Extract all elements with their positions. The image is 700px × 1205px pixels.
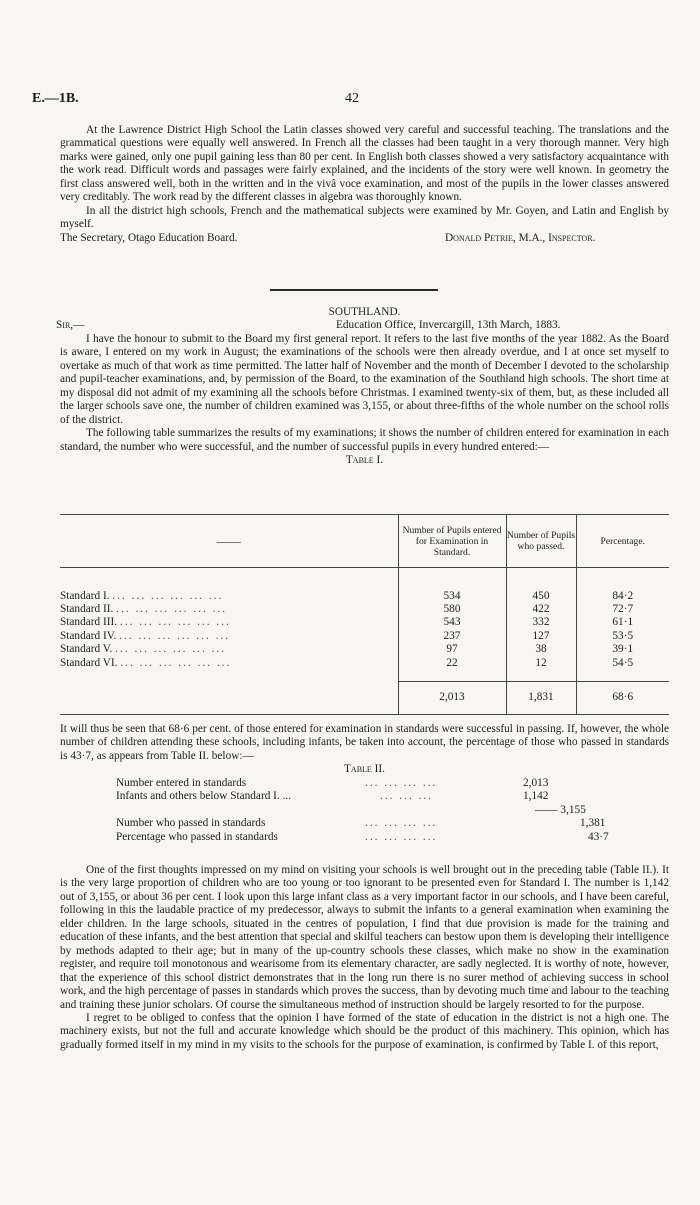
table2-value: 43·7 (588, 830, 609, 843)
cell-passed: 12 (506, 657, 576, 670)
cell-percentage: 54·5 (576, 657, 669, 670)
table2-caption: Table II. (344, 763, 385, 776)
cell-passed: 332 (506, 616, 576, 629)
southland-section (56, 306, 669, 467)
table2-row (60, 817, 669, 831)
table2-value: 1,142 (523, 790, 549, 803)
total-percentage: 68·6 (576, 681, 669, 714)
row-label: Standard IV. (60, 629, 117, 642)
table2-row (60, 790, 669, 804)
table-row (60, 657, 669, 670)
cell-entered: 543 (398, 616, 506, 629)
table2-section (60, 723, 669, 844)
table-row (60, 616, 669, 629)
leader-dots: ... ... ... ... ... ... (119, 616, 231, 629)
leader-dots: ... ... ... ... ... ... (120, 656, 232, 669)
addressee: The Secretary, Otago Education Board. (60, 231, 238, 244)
cell-entered: 237 (398, 630, 506, 643)
table-row (60, 603, 669, 616)
leader-dots: ... ... ... ... ... ... (112, 589, 224, 602)
page-number: 42 (345, 91, 359, 106)
leader-dots: ... ... ... ... (365, 817, 438, 830)
row-label: Standard III. (60, 616, 118, 629)
letter-heading (56, 319, 669, 333)
table1-grid (60, 514, 669, 715)
letter-address: Education Office, Invercargill, 13th March, 1883. (336, 319, 561, 332)
table-row (60, 643, 669, 656)
table2-label: Infants and others below Standard I. ... (116, 790, 292, 803)
row-label: Standard II. (60, 602, 114, 615)
leader-dots: ... ... ... (380, 790, 434, 803)
leader-dots: ... ... ... ... (365, 776, 438, 789)
total-entered: 2,013 (398, 681, 506, 714)
table2-value: 2,013 (523, 776, 549, 789)
cell-entered: 534 (398, 590, 506, 603)
southland-paragraph-1: I have the honour to submit to the Board my first general report. It refers to the last five months of the year 1882. As the Board is aware, I entered on my work in August; the examinations of the schools were then already overdue, and I at once set myself to overtake as much of that work as time permitted. The latter half of November and the month of December I devoted to the scholarship and pupil-teacher examinations, and, by permission of the Board, to the examination of the Southland high schools. The short time at my disposal did not admit of my examining all the schools before Christmas. I examined twenty-six of them, but, as these included all the larger schools save one, the number of children examined was 3,155, or about three-fifths of the whole number on the school rolls of the district. (60, 332, 669, 426)
table1-col-passed: Number of Pupils who passed. (506, 515, 576, 568)
table1 (60, 514, 669, 715)
table2-row (60, 777, 669, 791)
leader-dots: ... ... ... ... ... ... (119, 629, 231, 642)
table2-sum: —— 3,155 (535, 803, 586, 816)
table1-total-row (60, 681, 669, 714)
section-divider (270, 289, 438, 291)
row-label: Standard I. (60, 589, 110, 602)
leader-dots: ... ... ... ... (365, 830, 438, 843)
table1-header-row (60, 515, 669, 568)
table1-caption: Table I. (345, 454, 384, 467)
table2-row (60, 804, 669, 818)
table2-label: Number who passed in standards (116, 817, 266, 830)
row-label: Standard VI. (60, 656, 118, 669)
salutation: Sir,— (56, 319, 85, 332)
cell-percentage: 53·5 (576, 630, 669, 643)
cell-percentage: 39·1 (576, 643, 669, 656)
signature: Donald Petrie, M.A., Inspector. (445, 231, 596, 244)
document-code: E.—1B. (32, 91, 79, 106)
table2-label: Percentage who passed in standards (116, 830, 278, 843)
southland-title: SOUTHLAND. (328, 306, 401, 318)
opinion-paragraph: I regret to be obliged to confess that the opinion I have formed of the state of education in the district is not a high one. The machinery exists, but not the full and accurate knowledge which should be the product of this machinery. This opinion, which has gradually formed itself in my mind in my visits to the schools for the purpose of examination, is confirmed by Table I. of this report, (60, 1011, 669, 1051)
closing-row (60, 232, 669, 246)
cell-percentage: 61·1 (576, 616, 669, 629)
total-passed: 1,831 (506, 681, 576, 714)
table1-col-entered: Number of Pupils entered for Examination in Standard. (398, 515, 506, 568)
infants-paragraph: One of the first thoughts impressed on my mind on visiting your schools is well brought out in the preceding table (Table II.). It is the very large proportion of children who are too young or too ignorant to be presented even for Standard I. The number is 1,142 out of 3,155, or about 36 per cent. I look upon this large infant class as a very important factor in our schools, and I have been careful, following in this the laudable practice of my predecessor, always to submit the infants to a general examination when examining the elder children. In the large schools, situated in the centres of population, I find that due provision is made for the training and education of these infants, and the best attention that special and skilful teachers can bestow upon them is developing their intelligence by methods adapted to their age; but in many of the up-country schools these classes, which make no show in the examination register, and require toil monotonous and wearisome from its elementary character, are sadly neglected. It is worthy of note, however, that the experience of this school district demonstrates that in the long run there is no surer method of achieving success in school work, and the high percentage of passes in standards which proves the success, than by devoting much time and labour to the teaching and training these junior scholars. Of course the simultaneous method of instruction should be largely resorted to for the purpose. (60, 864, 669, 1011)
cell-percentage: 72·7 (576, 603, 669, 616)
lawrence-paragraph: At the Lawrence District High School the Latin classes showed very careful and successful teaching. The translations and the grammatical questions were equally well answered. In French all the classes had been taught in a very thorough manner. Very high marks were gained, only one pupil gaining less than 80 per cent. In English both classes showed a very satisfactory acquaintance with the work read. Difficult words and passages were fairly explained, and the incidents of the story were well known. In geometry the first class answered well, both in the written and in the vivâ voce examination, and most of the pupils in the lower classes answered very creditably. The work read by the different classes in algebra was thoroughly known. (60, 124, 669, 204)
table2-value: 1,381 (580, 817, 606, 830)
lawrence-section (60, 124, 669, 245)
cell-entered: 580 (398, 603, 506, 616)
southland-paragraph-2: The following table summarizes the results of my examinations; it shows the number of children entered for examination in each standard, the number who were successful, and the number of successful pupils in every hundred entered:— (60, 427, 669, 453)
cell-passed: 127 (506, 630, 576, 643)
leader-dots: ... ... ... ... ... ... (115, 643, 227, 656)
cell-passed: 450 (506, 590, 576, 603)
row-label: Standard V. (60, 643, 113, 656)
page-header (32, 92, 668, 110)
table1-spacer-row (60, 670, 669, 681)
cell-passed: 422 (506, 603, 576, 616)
cell-entered: 22 (398, 657, 506, 670)
table1-spacer-row (60, 568, 669, 590)
table2-row (60, 831, 669, 845)
district-high-schools-paragraph: In all the district high schools, French and the mathematical subjects were examined by Mr. Goyen, and Latin and English by myself. (60, 204, 669, 231)
after-table1-paragraph: It will thus be seen that 68·6 per cent. of those entered for examination in standards were successful in passing. If, however, the whole number of children attending these schools, including infants, be taken into account, the percentage of those who passed in standards is 43·7, as appears from Table II. below:— (60, 723, 669, 762)
table-row (60, 630, 669, 643)
table1-col-percentage: Percentage. (576, 515, 669, 568)
table2-label: Number entered in standards (116, 776, 247, 789)
cell-entered: 97 (398, 643, 506, 656)
table1-stub-header: —— (60, 515, 398, 568)
closing-section (60, 864, 669, 1052)
cell-percentage: 84·2 (576, 590, 669, 603)
cell-passed: 38 (506, 643, 576, 656)
leader-dots: ... ... ... ... ... ... (116, 602, 228, 615)
table-row (60, 590, 669, 603)
